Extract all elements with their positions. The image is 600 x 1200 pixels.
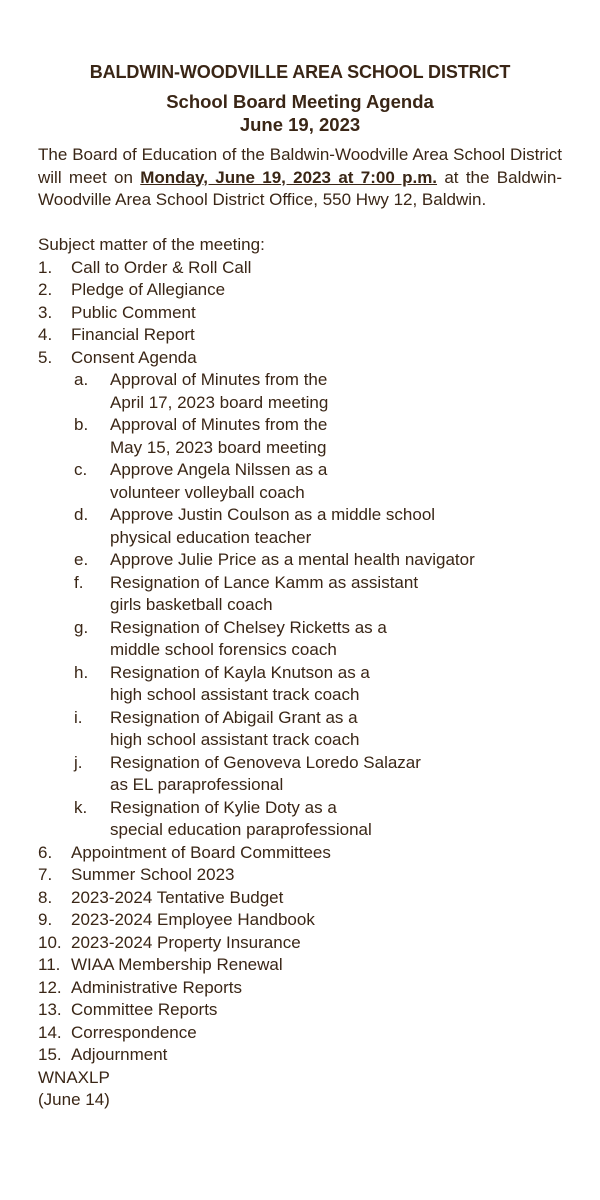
consent-letter: c. [74,460,88,479]
consent-text-line: Resignation of Chelsey Ricketts as a [110,617,387,637]
item-number: 15. [38,1045,62,1064]
item-text: Appointment of Board Committees [71,842,331,862]
item-text: 2023-2024 Property Insurance [71,932,301,952]
item-number: 12. [38,977,62,997]
consent-text-line: Approve Angela Nilssen as a [110,460,328,479]
agenda-item [38,932,562,955]
consent-item [74,459,562,504]
item-number: 1. [38,257,53,277]
item-number: 4. [38,325,53,344]
consent-item [74,662,562,707]
consent-letter: e. [74,550,89,569]
item-number: 9. [38,910,53,929]
consent-item [74,549,562,572]
agenda-list [38,257,562,1067]
consent-letter: j. [74,752,83,772]
consent-letter: f. [74,572,84,592]
item-text: 2023-2024 Tentative Budget [71,887,284,907]
consent-text-line: May 15, 2023 board meeting [110,437,327,457]
item-number: 14. [38,1022,62,1042]
item-text: Summer School 2023 [71,865,235,884]
consent-letter: b. [74,415,89,434]
agenda-item [38,1022,562,1045]
agenda-item [38,347,562,842]
consent-text-line: Approve Justin Coulson as a middle school [110,505,436,524]
item-number: 8. [38,887,53,907]
consent-text-line: Resignation of Kylie Doty as a [110,797,337,817]
agenda-item [38,999,562,1022]
consent-text-line: Resignation of Genoveva Loredo Salazar [110,752,421,772]
consent-item [74,617,562,662]
agenda-notice [38,60,562,1112]
intro-text-before: The Board of Education of the Baldwin-Woodville Area School District will meet on [38,145,562,187]
consent-item [74,797,562,842]
consent-text-line: volunteer volleyball coach [110,482,305,502]
item-text: Adjournment [71,1045,168,1064]
consent-item [74,504,562,549]
item-number: 10. [38,932,62,952]
consent-text-line: April 17, 2023 board meeting [110,392,329,412]
agenda-item [38,909,562,932]
consent-text-line: as EL paraprofessional [110,775,284,794]
publication-date: (June 14) [38,1090,110,1109]
consent-letter: h. [74,662,89,682]
consent-text-line: middle school forensics coach [110,640,337,659]
agenda-item [38,1044,562,1067]
consent-letter: i. [74,707,83,727]
item-number: 11. [38,955,61,974]
consent-letter: a. [74,370,89,389]
district-name: BALDWIN-WOODVILLE AREA SCHOOL DISTRICT [89,62,511,82]
item-number: 5. [38,347,53,367]
consent-text-line: Resignation of Lance Kamm as assistant [110,572,419,592]
publication-code: WNAXLP [38,1067,110,1087]
item-number: 6. [38,842,53,862]
agenda-item [38,864,562,887]
agenda-item [38,887,562,910]
item-text: Financial Report [71,325,195,344]
item-number: 13. [38,1000,62,1019]
item-text: Call to Order & Roll Call [71,257,252,277]
agenda-item [38,842,562,865]
item-text: Correspondence [71,1022,197,1042]
consent-text-line: girls basketball coach [110,595,273,614]
consent-letter: k. [74,797,88,817]
consent-item [74,707,562,752]
item-number: 7. [38,865,53,884]
item-text: WIAA Membership Renewal [71,955,283,974]
consent-text-line: Resignation of Abigail Grant as a [110,707,358,727]
item-text: Public Comment [71,302,196,322]
agenda-item [38,302,562,325]
item-text: 2023-2024 Employee Handbook [71,910,315,929]
meeting-time: Monday, June 19, 2023 at 7:00 p.m. [140,167,438,187]
subject-label: Subject matter of the meeting: [38,235,265,254]
agenda-item [38,279,562,302]
consent-text-line: special education paraprofessional [110,820,372,839]
agenda-item [38,954,562,977]
consent-text-line: high school assistant track coach [110,730,360,749]
item-text: Administrative Reports [71,977,243,997]
consent-text-line: physical education teacher [110,527,312,547]
item-text: Consent Agenda [71,347,197,367]
agenda-item [38,257,562,280]
item-text: Committee Reports [71,1000,218,1019]
consent-text-line: Approve Julie Price as a mental health navigator [110,550,475,569]
consent-text-line: Approval of Minutes from the [110,415,328,434]
item-text: Pledge of Allegiance [71,280,226,299]
meeting-date: June 19, 2023 [239,114,361,135]
intro-paragraph [38,144,562,212]
intro-text-after: at the Baldwin-Woodville Area School District Office, 550 Hwy 12, Baldwin. [38,167,562,209]
consent-agenda-list [74,369,562,842]
consent-text-line: Approval of Minutes from the [110,370,328,389]
consent-item [74,369,562,414]
consent-item [74,752,562,797]
consent-text-line: high school assistant track coach [110,685,360,704]
agenda-item [38,977,562,1000]
agenda-title: School Board Meeting Agenda [166,91,434,112]
agenda-item [38,324,562,347]
consent-item [74,572,562,617]
consent-item [74,414,562,459]
consent-letter: g. [74,617,89,637]
consent-letter: d. [74,505,89,524]
consent-text-line: Resignation of Kayla Knutson as a [110,662,370,682]
item-number: 2. [38,280,53,299]
item-number: 3. [38,302,53,322]
